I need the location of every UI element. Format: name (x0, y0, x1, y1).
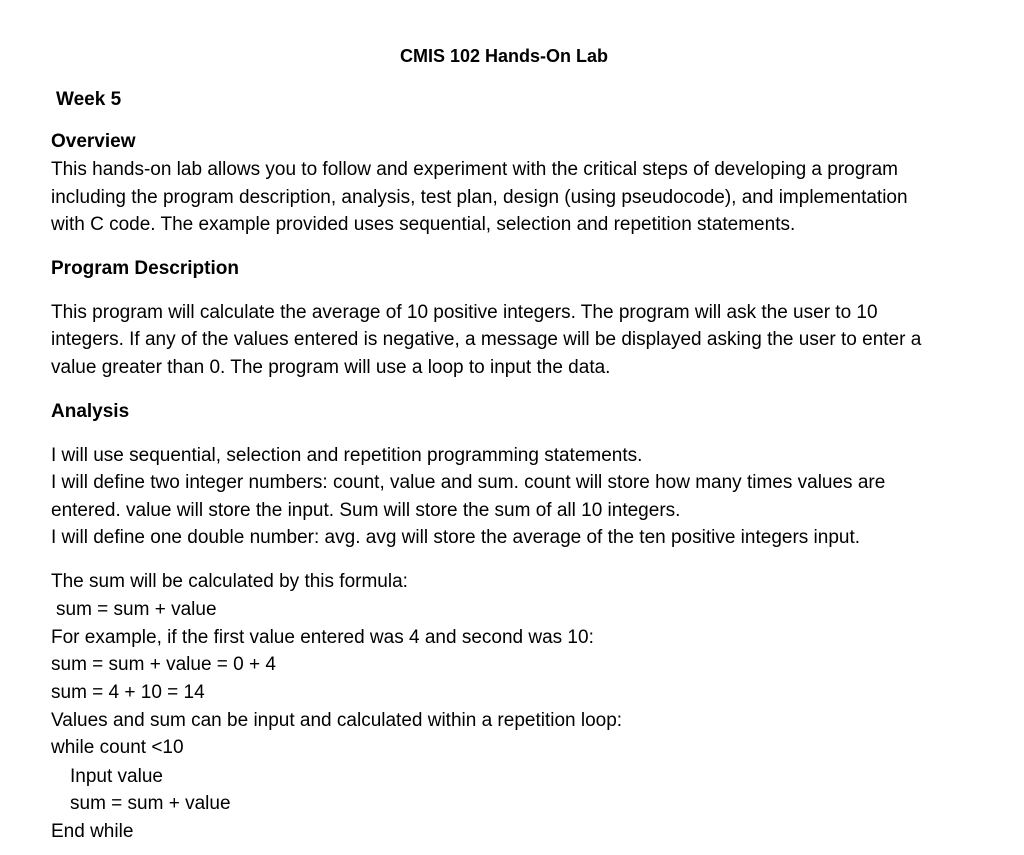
pseudocode-line: End while (51, 821, 134, 842)
overview-line: including the program description, analysis, test plan, design (using pseudocode), and implementation (51, 187, 908, 208)
analysis-line: I will use sequential, selection and repetition programming statements. (51, 445, 643, 466)
overview-line: This hands-on lab allows you to follow and experiment with the critical steps of developing a program (51, 159, 899, 180)
example-line: sum = sum + value = 0 + 4 (51, 654, 276, 675)
example-line: sum = 4 + 10 = 14 (51, 682, 205, 703)
pseudocode-line: sum = sum + value (70, 793, 231, 814)
analysis-line: entered. value will store the input. Sum will store the sum of all 10 integers. (51, 500, 681, 521)
overview-heading: Overview (51, 131, 136, 152)
program-description-heading: Program Description (51, 258, 239, 279)
pseudocode-line: Input value (70, 766, 163, 787)
overview-line: with C code. The example provided uses sequential, selection and repetition statements. (51, 214, 796, 235)
document-title: CMIS 102 Hands-On Lab (400, 46, 609, 66)
analysis-line: I will define two integer numbers: count, value and sum. count will store how many times values are (51, 472, 886, 493)
program-description-line: value greater than 0. The program will use a loop to input the data. (51, 357, 611, 378)
week-label: Week 5 (56, 89, 122, 110)
program-description-line: integers. If any of the values entered is negative, a message will be displayed asking the user to enter a (51, 329, 922, 350)
formula-intro: The sum will be calculated by this formula: (51, 571, 408, 592)
loop-intro: Values and sum can be input and calculated within a repetition loop: (51, 710, 623, 731)
pseudocode-line: while count <10 (51, 737, 184, 758)
analysis-heading: Analysis (51, 401, 130, 422)
analysis-line: I will define one double number: avg. avg will store the average of the ten positive integers input. (51, 527, 861, 548)
program-description-line: This program will calculate the average of 10 positive integers. The program will ask the user to 10 (51, 302, 878, 323)
example-intro: For example, if the first value entered was 4 and second was 10: (51, 627, 594, 648)
formula-line: sum = sum + value (56, 599, 217, 620)
